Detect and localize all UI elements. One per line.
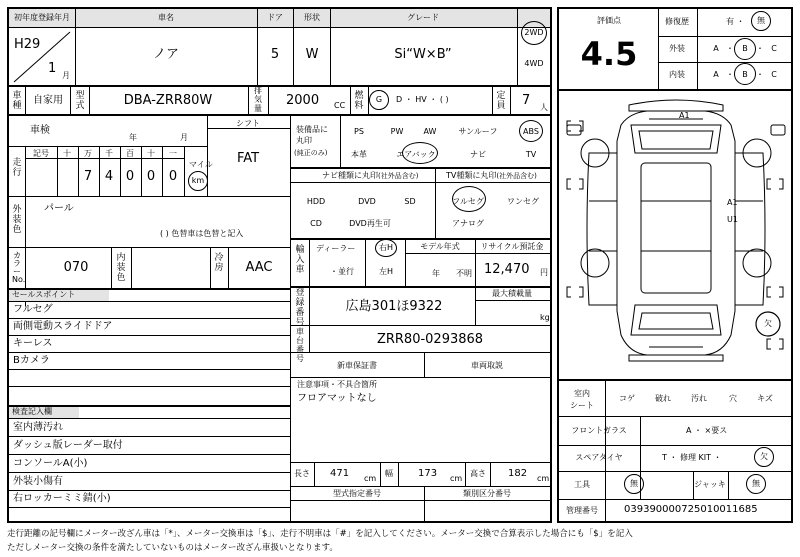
inspector-label: 検査記入欄 — [12, 407, 52, 416]
era-value: H29 — [14, 37, 41, 52]
km-unit: km — [191, 176, 205, 185]
score-label: 評価点 — [597, 16, 621, 25]
manual-label: 車両取説 — [471, 361, 503, 370]
car-name-value: ノア — [152, 47, 180, 62]
jack-label: ジャッキ — [694, 480, 726, 489]
equip-pw: PW — [390, 127, 404, 136]
sales-point-2: 両側電動スライドドア — [13, 321, 113, 332]
spare-label: スペアタイヤ — [575, 453, 623, 462]
windshield-value: A ・ ×要ス — [686, 426, 728, 435]
capacity-label: 定員 — [496, 91, 506, 111]
damage-u1: U1 — [727, 215, 738, 224]
month-value: 1 — [48, 61, 57, 76]
navi-hdd: HDD — [306, 197, 326, 206]
exterior-value: パール — [44, 203, 74, 214]
sales-point-1: フルセグ — [13, 304, 53, 315]
import-left: 左H — [378, 267, 394, 276]
displacement-label: 排気量 — [254, 86, 262, 113]
model-label: 型式 — [75, 91, 85, 111]
digit-label-4: 百 — [126, 149, 134, 158]
inspector-note-5: 右ロッカーミミ錆(小) — [13, 493, 111, 504]
digit-3: 0 — [125, 169, 135, 184]
sales-points-label: セールスポイント — [12, 290, 76, 299]
equipment-label-2: 丸印 — [296, 136, 312, 145]
interior-sheet-label-1: 室内 — [574, 389, 590, 398]
model-year-unknown: 不明 — [456, 269, 472, 278]
digit-label-6: 一 — [169, 149, 177, 158]
interior-grade-label: 内装 — [669, 70, 685, 79]
exterior-note: ( ) 色替車は色替と記入 — [160, 229, 244, 238]
navi-dvd-play: DVD再生可 — [349, 219, 391, 228]
mileage-sym-label: 記号 — [33, 149, 49, 158]
equipment-label-3: (純正のみ) — [294, 149, 328, 157]
sheet-stain: 汚れ — [691, 394, 707, 403]
fuel-options: D ・ HV ・ ( ) — [396, 95, 449, 104]
digit-label-5: 十 — [147, 149, 155, 158]
navi-cd: CD — [310, 219, 322, 228]
shape-label: 形状 — [304, 13, 320, 22]
sheet-tear: 破れ — [655, 394, 671, 403]
ext-dot-2: ・ — [756, 44, 764, 53]
equip-leather: 本革 — [351, 150, 367, 159]
recycle-yen: 円 — [540, 268, 548, 277]
sheet-hole: 穴 — [729, 394, 737, 403]
jack-none: 無 — [752, 479, 760, 488]
equipment-label-1: 装備品に — [296, 125, 328, 134]
import-right: 右H — [378, 243, 394, 252]
navi-dvd: DVD — [358, 197, 376, 206]
equip-abs: ABS — [523, 127, 539, 136]
int-dot-2: ・ — [756, 70, 764, 79]
digit-label-3: 千 — [105, 149, 113, 158]
width-cm: cm — [450, 474, 463, 483]
height-cm: cm — [537, 474, 550, 483]
spare-missing: 欠 — [760, 452, 768, 461]
cc-unit: CC — [334, 101, 346, 110]
equip-aw: AW — [423, 127, 437, 136]
equip-airbag: エアバック — [396, 150, 436, 159]
import-dealer: ディーラー — [316, 244, 356, 253]
notes-label: 注意事項・不具合箇所 — [297, 380, 377, 389]
sheet-burn: コゲ — [619, 394, 635, 403]
category-value: 自家用 — [33, 95, 63, 106]
grade-label: グレード — [407, 13, 439, 22]
mile-unit: マイル — [189, 160, 213, 169]
mgmt-value: 039390000725010011685 — [624, 504, 758, 515]
ext-dot-1: ・ — [726, 44, 734, 53]
max-load-label: 最大積載量 — [492, 289, 532, 298]
shape-value: W — [305, 47, 319, 62]
displacement-value: 2000 — [286, 93, 320, 108]
inspection-label: 車検 — [30, 125, 50, 136]
ext-grade-a: A — [713, 44, 719, 53]
model-year-unit: 年 — [432, 269, 440, 278]
inspection-month: 月 — [180, 133, 188, 142]
damage-a1-side: A1 — [727, 198, 738, 207]
damage-a1-top: A1 — [679, 111, 690, 120]
exterior-label: 外装色 — [12, 205, 22, 235]
door-label: ドア — [267, 13, 283, 22]
length-label: 長さ — [294, 469, 310, 478]
registration-value: 広島301ほ9322 — [345, 299, 443, 314]
drive-4wd: 4WD — [524, 59, 544, 68]
class-number-label: 類別区分番号 — [463, 489, 511, 498]
shift-label: シフト — [236, 119, 260, 128]
int-dot-1: ・ — [726, 70, 734, 79]
navi-sd: SD — [404, 197, 416, 206]
recycle-label: リサイクル預託金 — [480, 242, 544, 251]
fuel-label: 燃料 — [354, 91, 364, 111]
mgmt-label: 管理番号 — [566, 506, 598, 515]
footer-note-2: ただしメーター交換の条件を満たしていないものはメーター改ざん車扱いとなります。 — [7, 543, 338, 553]
chassis-value: ZRR80-0293868 — [376, 332, 484, 347]
footer-note-1: 走行距離の記号欄にメーター改ざん車は「*」、メーター交換車は「$」、走行不明車は「#」を記入してください。メーター交換で合算表示した場合にも「$」を記入 — [7, 529, 633, 539]
inspector-note-1: 室内薄汚れ — [13, 422, 63, 433]
shift-value: FAT — [236, 151, 260, 166]
kg-unit: kg — [540, 313, 550, 322]
doors-value: 5 — [270, 47, 280, 62]
length-cm: cm — [364, 474, 377, 483]
equip-navi: ナビ — [470, 150, 486, 159]
month-unit: 月 — [62, 71, 70, 80]
warranty-label: 新車保証書 — [337, 361, 377, 370]
car-damage-diagram — [559, 91, 791, 379]
navi-label: ナビ種類に丸印(社外品含む) — [322, 171, 419, 180]
equip-tv: TV — [525, 150, 537, 159]
repair-label: 修復歴 — [665, 17, 689, 26]
model-year-label: モデル年式 — [420, 242, 460, 251]
equip-ps: PS — [354, 127, 364, 136]
inspector-note-2: ダッシュ版レーダー取付 — [13, 440, 123, 451]
height-value: 182 — [508, 468, 528, 479]
color-no-label: カラーNo. — [12, 251, 26, 284]
length-value: 471 — [330, 468, 350, 479]
recycle-value: 12,470 — [484, 262, 530, 277]
ext-grade-c: C — [771, 44, 777, 53]
tv-analog: アナログ — [452, 219, 484, 228]
score-value: 4.5 — [580, 35, 638, 73]
tv-label: TV種類に丸印(社外品含む) — [446, 171, 537, 180]
int-grade-b: B — [742, 70, 748, 79]
interior-color-label: 内装色 — [116, 253, 126, 283]
digit-2: 4 — [104, 169, 114, 184]
sheet-scratch: キズ — [757, 394, 773, 403]
person-unit: 人 — [540, 103, 548, 112]
sales-point-3: キーレス — [13, 338, 53, 349]
tv-oneseg: ワンセグ — [507, 197, 539, 206]
spare-value: T ・ 修理 KIT ・ — [662, 453, 722, 462]
ac-value: AAC — [245, 260, 273, 275]
tv-fullseg: フルセグ — [452, 197, 484, 206]
repair-none: 無 — [757, 16, 765, 25]
width-value: 173 — [418, 468, 438, 479]
model-spec-label: 型式指定番号 — [333, 489, 381, 498]
width-label: 幅 — [385, 469, 393, 478]
registration-label: 登録番号 — [295, 288, 305, 328]
import-parallel: ・並行 — [330, 267, 354, 276]
digit-label-1: 十 — [63, 149, 71, 158]
digit-1: 7 — [83, 169, 93, 184]
ext-grade-b: B — [742, 44, 748, 53]
tools-none: 無 — [630, 479, 638, 488]
inspector-note-3: コンソールA(小) — [13, 458, 88, 469]
notes-value: フロアマットなし — [297, 393, 377, 404]
capacity-value: 7 — [522, 93, 531, 108]
int-grade-c: C — [771, 70, 777, 79]
windshield-label: フロントガラス — [571, 426, 627, 435]
exterior-grade-label: 外装 — [669, 44, 685, 53]
grade-value: Si“W×B” — [394, 47, 452, 62]
model-value: DBA-ZRR80W — [123, 93, 213, 108]
import-label: 輸入車 — [295, 245, 305, 275]
car-name-label: 車名 — [158, 13, 174, 22]
chassis-label: 車台番号 — [296, 327, 304, 363]
fuel-g: G — [375, 95, 383, 104]
first-reg-label: 初年度登録年月 — [14, 13, 70, 22]
digit-4: 0 — [146, 169, 156, 184]
interior-sheet-label-2: シート — [570, 401, 594, 410]
sales-point-4: Bカメラ — [13, 355, 50, 366]
inspection-year: 年 — [129, 133, 137, 142]
damage-missing: 欠 — [764, 319, 772, 328]
int-grade-a: A — [713, 70, 719, 79]
tools-label: 工具 — [574, 480, 590, 489]
digit-5: 0 — [168, 169, 178, 184]
color-no-value: 070 — [63, 260, 89, 275]
inspector-note-4: 外装小傷有 — [13, 476, 63, 487]
equip-sunroof: サンルーフ — [458, 127, 498, 136]
height-label: 高さ — [470, 469, 486, 478]
category-label: 車種 — [12, 91, 22, 111]
drive-2wd: 2WD — [524, 28, 544, 37]
ac-label: 冷房 — [214, 253, 224, 273]
mileage-label: 走行 — [12, 158, 22, 178]
digit-label-2: 万 — [84, 149, 92, 158]
repair-options: 有 ・ — [726, 17, 745, 26]
